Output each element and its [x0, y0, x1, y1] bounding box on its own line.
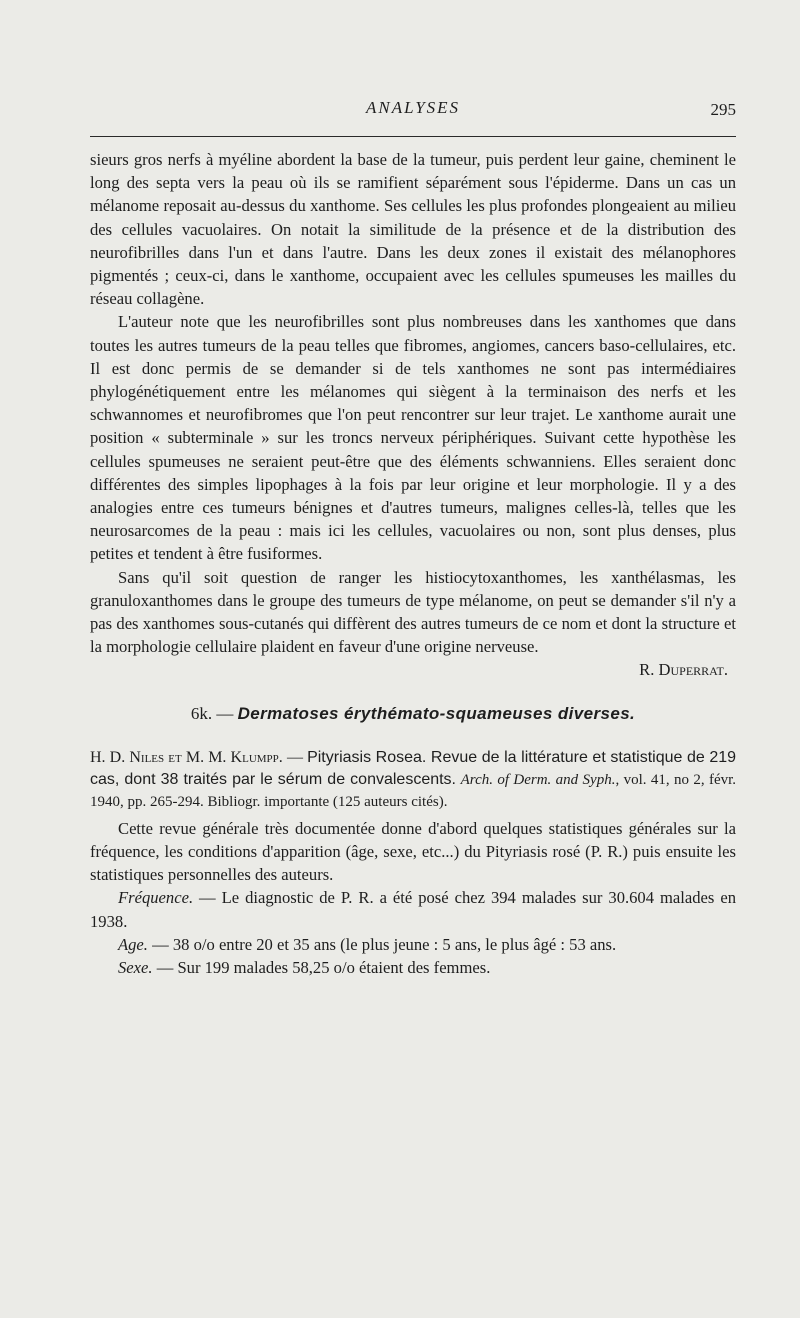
bibliographic-reference	[90, 747, 736, 813]
summary-paragraph	[90, 817, 736, 887]
summary-paragraph	[90, 886, 736, 932]
summary-text: — Sur 199 malades 58,25 o/o étaient des femmes.	[152, 958, 491, 978]
author-signature: R. Duperrat.	[639, 660, 728, 680]
section-dash: —	[216, 703, 234, 723]
summary-label: Age.	[118, 934, 148, 954]
reference-journal: Arch. of Derm. and Syph.	[460, 771, 616, 788]
section-heading	[90, 702, 736, 725]
summary-text: — 38 o/o entre 20 et 35 ans (le plus jeune : 5 ans, le plus âgé : 53 ans.	[147, 934, 617, 954]
summary-paragraph	[90, 933, 736, 956]
reference-details: , vol. 41, no 2, févr. 1940, pp. 265-294. Bibliogr. importante (125 auteurs cités).	[90, 771, 737, 810]
summary-label: Sexe.	[118, 958, 153, 978]
reference-title: Pityriasis Rosea. Revue de la littérature et statistique de 219 cas, dont 38 traités par le sérum de convalescents.	[90, 748, 737, 788]
summary-text: Cette revue générale très documentée donne d'abord quelques statistiques générales sur la fréquence, les conditions d'apparition (âge, sexe, etc...) du Pityriasis rosé (P. R.) puis ensuite les statistiques personnelles des auteurs.	[90, 818, 736, 885]
summary-paragraph	[90, 956, 736, 979]
running-head	[90, 96, 736, 137]
summary-label: Fréquence.	[118, 888, 194, 908]
body-text	[90, 148, 736, 979]
section-title: Dermatoses érythémato-squameuses diverses.	[237, 703, 636, 723]
paragraph-continued: sieurs gros nerfs à myéline abordent la base de la tumeur, puis perdent leur gaine, cheminent le long des septa vers la peau où ils se ramifient séparément sous l'épiderme. Dans un cas un mélanome reposait au-dessus du xanthome. Ses cellules les plus profondes plongeaient au milieu des cellules vacuolaires. On notait la similitude de la présence et de la distribution des neurofibrilles dans l'un et dans l'autre. Dans les deux zones il existait des mélanophores pigmentés ; ceux-ci, dans le xanthome, occupaient avec les cellules spumeuses les mailles du réseau collagène.	[90, 150, 736, 309]
reference-dash: —	[286, 748, 303, 766]
section-number: 6k.	[190, 703, 213, 723]
paragraph: Sans qu'il soit question de ranger les histiocytoxanthomes, les xanthélasmas, les granuloxanthomes dans le groupe des tumeurs de type mélanome, on peut se demander s'il n'y a pas des xanthomes sous-cutanés qui diffèrent des autres tumeurs de ce nom et dont la structure et la morphologie cellulaire plaident en faveur d'une origine nerveuse.	[90, 567, 736, 657]
page-number: 295	[710, 100, 736, 119]
running-title: ANALYSES	[365, 98, 461, 117]
paragraph: L'auteur note que les neurofibrilles sont plus nombreuses dans les xanthomes que dans toutes les autres tumeurs de la peau telles que fibromes, angiomes, cancers baso-cellulaires, etc. Il est donc permis de se demander si de tels xanthomes ne sont pas intermédiaires phylogénétiquement entre les mélanomes qui siègent à la terminaison des nerfs et les schwannomes et neurofibromes que l'on peut rencontrer sur leur trajet. Le xanthome aurait une position « subterminale » sur les troncs nerveux périphériques. Suivant cette hypothèse les cellules spumeuses ne seraient peut-être que des éléments schwanniens. Elles seraient donc différentes des simples lipophages à la fois par leur origine et leur morphologie. Il y a des analogies entre ces tumeurs bénignes et d'autres tumeurs, malignes celles-là, telles que les neurosarcomes de la peau : mais ici les cellules, vacuolaires ou non, sont plus denses, plus petites et tendent à être fusiformes.	[90, 312, 736, 564]
reference-authors: H. D. Niles et M. M. Klumpp.	[90, 748, 283, 766]
summary-text: — Le diagnostic de P. R. a été posé chez 394 malades sur 30.604 malades en 1938.	[90, 888, 736, 931]
